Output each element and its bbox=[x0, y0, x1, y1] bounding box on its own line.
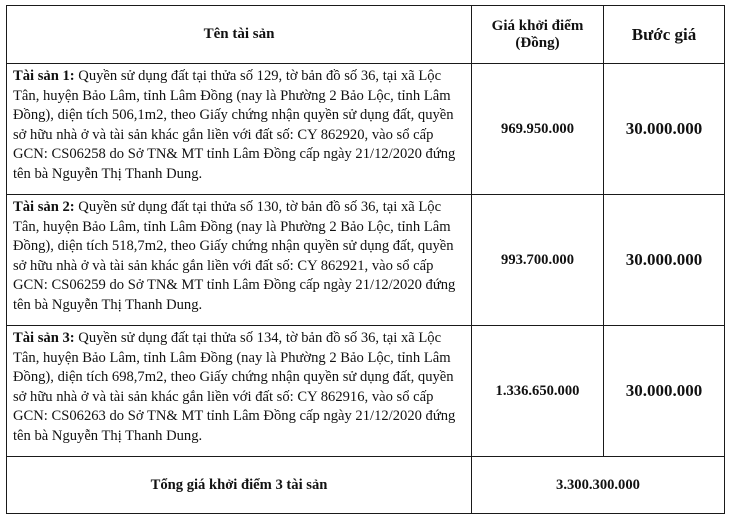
total-row bbox=[7, 457, 725, 514]
auction-asset-table bbox=[6, 5, 725, 514]
asset-price-step: 30.000.000 bbox=[604, 326, 725, 457]
asset-description: Quyền sử dụng đất tại thửa số 129, tờ bản đồ số 36, tại xã Lộc Tân, huyện Bảo Lâm, tỉnh Lâm Đồng (nay là Phường 2 Bảo Lộc, tỉnh Lâm Đồng), diện tích 506,1m2, theo Giấy chứng nhận quyền sử dụng đất, quyền sở hữu nhà ở và tài sản khác gắn liền với đất số: CY 862920, vào sổ cấp GCN: CS06258 do Sở TN& MT tỉnh Lâm Đồng cấp ngày 21/12/2020 đứng tên bà Nguyễn Thị Thanh Dung. bbox=[13, 68, 456, 182]
asset-start-price: 993.700.000 bbox=[472, 195, 604, 326]
asset-description: Quyền sử dụng đất tại thửa số 134, tờ bản đồ số 36, tại xã Lộc Tân, huyện Bảo Lâm, tỉnh Lâm Đồng (nay là Phường 2 Bảo Lộc, tỉnh Lâm Đồng), diện tích 698,7m2, theo Giấy chứng nhận quyền sử dụng đất, quyền sở hữu nhà ở và tài sản khác gắn liền với đất số: CY 862916, vào sổ cấp GCN: CS06263 do Sở TN& MT tỉnh Lâm Đồng cấp ngày 21/12/2020 đứng tên bà Nguyễn Thị Thanh Dung. bbox=[13, 330, 456, 444]
total-value: 3.300.300.000 bbox=[472, 457, 725, 514]
header-asset-name: Tên tài sản bbox=[7, 6, 472, 64]
asset-description-cell bbox=[7, 64, 472, 195]
asset-label: Tài sản 3: bbox=[13, 330, 75, 346]
table-header-row bbox=[7, 6, 725, 64]
asset-description-cell bbox=[7, 195, 472, 326]
header-start-price: Giá khởi điểm (Đồng) bbox=[472, 6, 604, 64]
table-row bbox=[7, 64, 725, 195]
table-row bbox=[7, 195, 725, 326]
asset-start-price: 969.950.000 bbox=[472, 64, 604, 195]
asset-description-cell bbox=[7, 326, 472, 457]
asset-label: Tài sản 1: bbox=[13, 68, 75, 84]
total-label: Tổng giá khởi điểm 3 tài sản bbox=[7, 457, 472, 514]
asset-price-step: 30.000.000 bbox=[604, 64, 725, 195]
header-price-step: Bước giá bbox=[604, 6, 725, 64]
asset-description: Quyền sử dụng đất tại thửa số 130, tờ bản đồ số 36, tại xã Lộc Tân, huyện Bảo Lâm, tỉnh Lâm Đồng (nay là Phường 2 Bảo Lộc, tỉnh Lâm Đồng), diện tích 518,7m2, theo Giấy chứng nhận quyền sử dụng đất, quyền sở hữu nhà ở và tài sản khác gắn liền với đất số: CY 862921, vào sổ cấp GCN: CS06259 do Sở TN& MT tỉnh Lâm Đồng cấp ngày 21/12/2020 đứng tên bà Nguyễn Thị Thanh Dung. bbox=[13, 199, 456, 313]
asset-start-price: 1.336.650.000 bbox=[472, 326, 604, 457]
table-row bbox=[7, 326, 725, 457]
asset-price-step: 30.000.000 bbox=[604, 195, 725, 326]
asset-label: Tài sản 2: bbox=[13, 199, 75, 215]
